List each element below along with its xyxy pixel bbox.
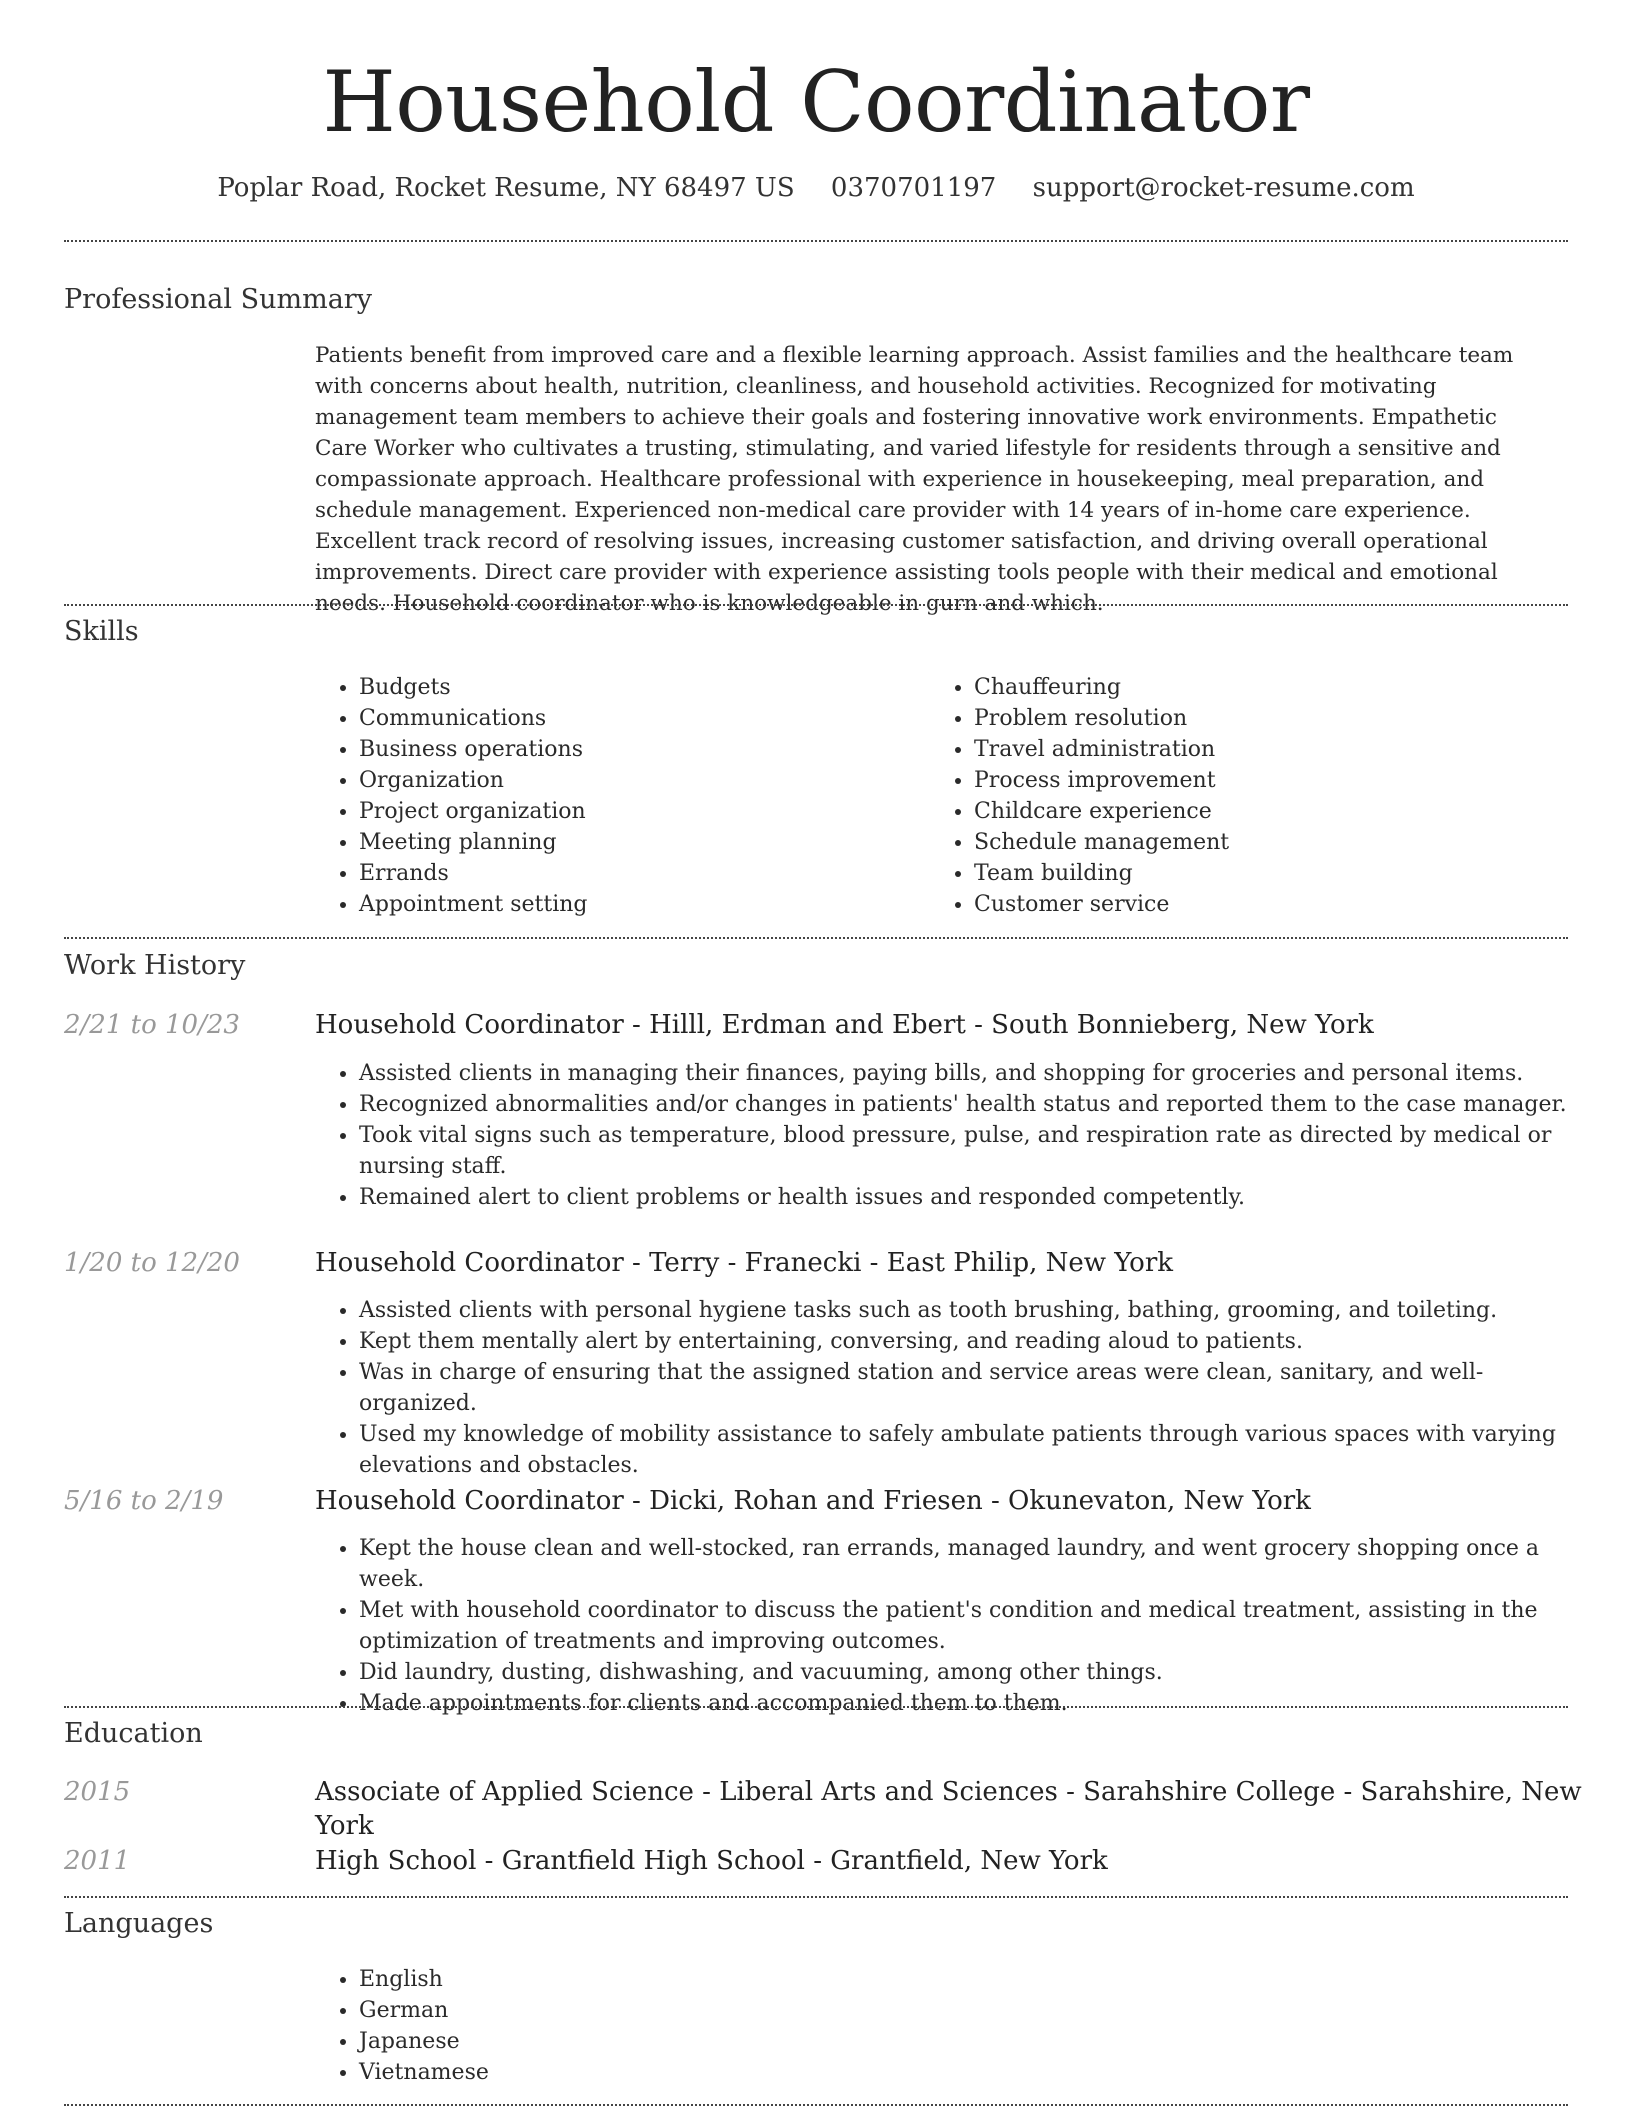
education-title: Associate of Applied Science - Liberal Arts and Sciences - Sarahshire College - Sarahshire, New York <box>315 1777 1582 1841</box>
list-item: • Problem resolution <box>974 703 1534 734</box>
list-item: • Errands <box>359 858 919 889</box>
section-divider <box>64 240 1568 242</box>
list-item: • Met with household coordinator to discuss the patient's condition and medical treatment, assisting in the optimization of treatments and improving outcomes. <box>359 1595 1584 1657</box>
list-item: • Took vital signs such as temperature, blood pressure, pulse, and respiration rate as directed by medical or nursing staff. <box>359 1120 1584 1182</box>
list-item: • Was in charge of ensuring that the assigned station and service areas were clean, sanitary, and well-organized. <box>359 1357 1584 1419</box>
section-divider <box>64 1896 1568 1898</box>
list-item: • Vietnamese <box>359 2057 919 2088</box>
job-title: Household Coordinator - Hilll, Erdman and Ebert - South Bonnieberg, New York <box>315 1010 1374 1040</box>
section-title-skills: Skills <box>64 616 139 647</box>
section-title-work: Work History <box>64 950 246 981</box>
list-item: • Assisted clients with personal hygiene tasks such as tooth brushing, bathing, grooming, and toileting. <box>359 1295 1584 1326</box>
summary-text: Patients benefit from improved care and a flexible learning approach. Assist families and the healthcare team with concerns about health, nutrition, cleanliness, and household activities. Recognized for motivating management team members to achieve their goals and fostering innovative work environments. Empathetic Care Worker who cultivates a trusting, stimulating, and varied lifestyle for residents through a sensitive and compassionate approach. Healthcare professional with experience in housekeeping, meal preparation, and schedule management. Experienced non-medical care provider with 14 years of in-home care experience. Excellent track record of resolving issues, increasing customer satisfaction, and driving overall operational improvements. Direct care provider with experience assisting tools people with their medical and emotional needs. Household coordinator who is knowledgeable in gurn and which. <box>315 343 1514 616</box>
contact-email: support@rocket-resume.com <box>1032 173 1415 203</box>
list-item: • Appointment setting <box>359 889 919 920</box>
job-date: 1/20 to 12/20 <box>64 1248 240 1278</box>
list-item: • Recognized abnormalities and/or changes in patients' health status and reported them to the case manager. <box>359 1089 1584 1120</box>
job-date: 2/21 to 10/23 <box>64 1010 240 1040</box>
education-date: 2011 <box>64 1846 131 1876</box>
list-item: • Schedule management <box>974 827 1534 858</box>
section-divider <box>64 2104 1568 2106</box>
job-bullets <box>315 1295 1584 1481</box>
list-item: • Meeting planning <box>359 827 919 858</box>
contact-phone: 0370701197 <box>830 173 997 203</box>
section-divider <box>64 937 1568 939</box>
languages-list <box>315 1964 919 2088</box>
list-item: • Japanese <box>359 2026 919 2057</box>
list-item: • Kept them mentally alert by entertaining, conversing, and reading aloud to patients. <box>359 1326 1584 1357</box>
list-item: • Business operations <box>359 734 919 765</box>
skills-list-right <box>930 672 1534 920</box>
contact-line <box>0 170 1632 206</box>
page-title: Household Coordinator <box>322 53 1310 151</box>
list-item: • Assisted clients in managing their finances, paying bills, and shopping for groceries and personal items. <box>359 1058 1584 1089</box>
list-item: • Organization <box>359 765 919 796</box>
section-divider <box>64 1706 1568 1708</box>
section-title-summary: Professional Summary <box>64 284 372 315</box>
education-date: 2015 <box>64 1777 131 1807</box>
list-item: • Made appointments for clients and accompanied them to them. <box>359 1688 1584 1719</box>
list-item: • Used my knowledge of mobility assistance to safely ambulate patients through various spaces with varying elevations and obstacles. <box>359 1419 1584 1481</box>
section-title-languages: Languages <box>64 1908 214 1939</box>
section-title-education: Education <box>64 1718 203 1749</box>
list-item: • Kept the house clean and well-stocked, ran errands, managed laundry, and went grocery shopping once a week. <box>359 1533 1584 1595</box>
list-item: • Team building <box>974 858 1534 889</box>
list-item: • Process improvement <box>974 765 1534 796</box>
education-title: High School - Grantfield High School - Grantfield, New York <box>315 1846 1108 1876</box>
list-item: • Communications <box>359 703 919 734</box>
list-item: • Budgets <box>359 672 919 703</box>
list-item: • Project organization <box>359 796 919 827</box>
list-item: • Customer service <box>974 889 1534 920</box>
list-item: • Did laundry, dusting, dishwashing, and vacuuming, among other things. <box>359 1657 1584 1688</box>
list-item: • German <box>359 1995 919 2026</box>
job-bullets <box>315 1533 1584 1719</box>
list-item: • English <box>359 1964 919 1995</box>
list-item: • Childcare experience <box>974 796 1534 827</box>
skills-list-left <box>315 672 919 920</box>
contact-address: Poplar Road, Rocket Resume, NY 68497 US <box>217 173 795 203</box>
job-date: 5/16 to 2/19 <box>64 1486 224 1516</box>
job-bullets <box>315 1058 1584 1213</box>
list-item: • Travel administration <box>974 734 1534 765</box>
list-item: • Remained alert to client problems or health issues and responded competently. <box>359 1182 1584 1213</box>
job-title: Household Coordinator - Terry - Franecki - East Philip, New York <box>315 1248 1174 1278</box>
job-title: Household Coordinator - Dicki, Rohan and Friesen - Okunevaton, New York <box>315 1486 1311 1516</box>
list-item: • Chauffeuring <box>974 672 1534 703</box>
section-divider <box>64 604 1568 606</box>
